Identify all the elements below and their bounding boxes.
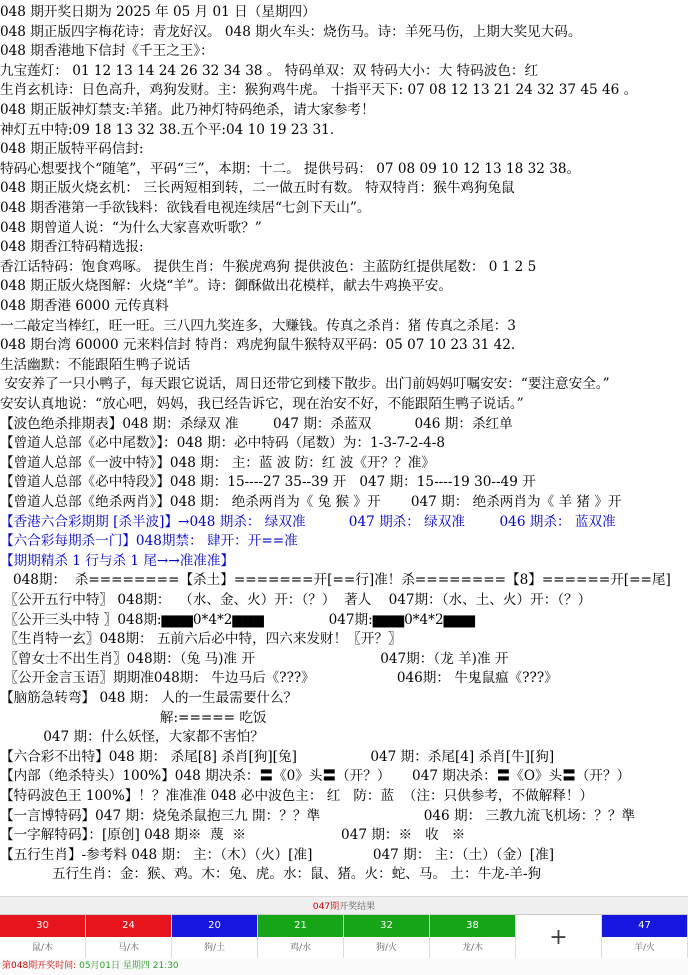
text-line xyxy=(0,120,688,140)
ball-number: 47 xyxy=(602,915,687,937)
text-line-content: 特码心想要找个“随笔”，平码“三”，本期：十二。 提供号码： 07 08 09 10 12 13 18 32 38。 xyxy=(0,160,581,177)
text-line xyxy=(0,531,688,551)
text-line xyxy=(0,766,688,786)
text-line xyxy=(0,159,688,179)
ball-zodiac: 马/木 xyxy=(86,937,171,959)
text-line-content: 生活幽默：不能跟陌生鸭子说话 xyxy=(0,356,191,373)
result-balls xyxy=(0,914,688,960)
text-line-content: 【曾道人总部《必中特段》】048 期：15----27 35--39 开 047 期：15----19 30--49 开 xyxy=(0,474,536,491)
text-line xyxy=(0,747,688,767)
result-ball-1 xyxy=(0,915,86,959)
draw-time-footer xyxy=(0,958,688,975)
text-line-content: 048 期正版特平码信封: xyxy=(0,141,144,158)
text-line-content: 一二敲定当棒红，旺一旺。三八四九奖连多，大赚钱。传真之杀肖：猪 传真之杀尾：3 xyxy=(0,317,516,334)
text-line-content: 香江话特码：饱食鸡啄。 提供生肖：牛猴虎鸡狗 提供波色：主蓝防红提供尾数： 0 1 2 5 xyxy=(0,258,537,275)
text-line xyxy=(0,296,688,316)
draw-time-label: 第048期开奖时间: xyxy=(2,961,77,971)
ball-number: 24 xyxy=(86,915,171,937)
text-line xyxy=(0,845,688,865)
text-line xyxy=(0,864,688,884)
text-line-content: 【香港六合彩期期 [杀半波]】→048 期杀： 绿双准 047 期杀： 绿双准 046 期杀： 蓝双准 xyxy=(0,513,616,530)
text-line-content: 【特码波色王 100%】！？准准准 048 必中波色主： 红 防：蓝 （注：只供参考，不做解释！） xyxy=(0,788,594,804)
text-line-content: 九宝莲灯： 01 12 13 14 24 26 32 34 38 。 特码单双：双 特码大小：大 特码波色：红 xyxy=(0,62,539,79)
text-line xyxy=(0,825,688,845)
ball-zodiac: 狗/土 xyxy=(172,937,257,959)
text-line-content: 048 期曾道人说：“为什么大家喜欢听歌？” xyxy=(0,219,262,236)
text-line-content: 048 期正版火烧图解：火烧“羊”。诗：御酥做出花模样，献去牛鸡换平安。 xyxy=(0,278,452,295)
text-line-content: 〖公开五行中特〗 048期： （水、金、火）开：（？） 著人 047期：（水、土、火）开：（？） xyxy=(0,592,592,608)
text-line-content: 048 期正版神灯禁支:羊猪。此乃神灯特码绝杀，请大家参考！ xyxy=(0,102,375,118)
text-line-content: 【期期精杀 1 行与杀 1 尾→→准准准】 xyxy=(0,552,235,569)
text-line xyxy=(0,335,688,355)
result-ball-6 xyxy=(430,915,516,959)
text-line-content: 【曾道人总部《绝杀两肖》】048 期： 绝杀两肖为《 兔 猴 》开 047 期： 绝杀两肖为《 羊 猪 》开 xyxy=(0,494,622,510)
ball-zodiac: 鸡/水 xyxy=(258,937,343,959)
text-line xyxy=(0,394,688,414)
ball-zodiac: 羊/火 xyxy=(602,937,687,959)
text-line-content: 048 期香港第一手欲钱料：欲钱看电视连续居“七剑下天山”。 xyxy=(0,200,371,216)
result-title: 开奖结果 xyxy=(339,902,376,912)
result-banner xyxy=(0,896,688,915)
result-label xyxy=(0,899,688,912)
text-line-content: 五行生肖：金：猴、鸡。木：兔、虎。水：鼠、猪。火：蛇、马。 土：牛龙-羊-狗 xyxy=(0,866,542,883)
text-line-content: 〖生肖特一玄〗048期： 五前六后必中特，四六来发财！〖开？〗 xyxy=(0,631,402,648)
text-line-content: 【曾道人总部《必中尾数》】：048 期：必中特码（尾数）为：1-3-7-2-4-8 xyxy=(0,435,445,452)
text-line xyxy=(0,806,688,826)
ball-zodiac: 龙/木 xyxy=(430,937,515,959)
text-line-content: 048期： 杀========【杀土】=======开[==行]准！杀========【8】======开[==尾] xyxy=(0,572,671,589)
text-line-content: 【一字解特码】：[原创] 048 期※ 蔑 ※ 047 期：※ 收 ※ xyxy=(0,827,466,844)
text-line xyxy=(0,41,688,61)
text-line xyxy=(0,629,688,649)
text-line-content: 【六合彩不出特】048 期： 杀尾[8] 杀肖[狗][兔] 047 期：杀尾[4] 杀肖[牛][狗] xyxy=(0,748,555,765)
text-line-content: 048 期香港 6000 元传真料 xyxy=(0,298,169,314)
text-line-content: 048 期香江特码精选报: xyxy=(0,239,144,256)
result-ball-2 xyxy=(86,915,172,959)
text-line-content: 048 期开奖日期为 2025 年 05 月 01 日（星期四） xyxy=(0,4,316,20)
text-line-content: 048 期香港地下信封《千王之王》： xyxy=(0,43,214,60)
text-line xyxy=(0,2,688,22)
text-line-content: 生肖玄机诗：日色高升，鸡狗发财。主：猴狗鸡牛虎。 十指平天下: 07 08 12 13 21 24 32 37 45 46 。 xyxy=(0,82,638,99)
result-period: 047期 xyxy=(312,902,340,912)
ball-number: 38 xyxy=(430,915,515,937)
text-line xyxy=(0,100,688,120)
text-line xyxy=(0,237,688,257)
text-line xyxy=(0,414,688,434)
ball-zodiac: 鼠/木 xyxy=(0,937,85,959)
draw-time-value: 05月01日 星期四 21:30 xyxy=(79,961,179,971)
text-line xyxy=(0,551,688,571)
ball-number: 32 xyxy=(344,915,429,937)
text-line-content: 解:===== 吃饭 xyxy=(0,709,267,726)
result-ball-3 xyxy=(172,915,258,959)
text-line-content: 【五行生肖】-参考料 048 期： 主：（木）（火）[准] 047 期： 主：（土）（金）[准] xyxy=(0,846,555,863)
text-line-content: 047 期：什么妖怪，大家都不害怕？ xyxy=(0,729,264,746)
text-line xyxy=(0,80,688,100)
text-line xyxy=(0,316,688,336)
text-line-content: 【脑筋急转弯】 048 期： 人的一生最需要什么？ xyxy=(0,690,298,706)
text-line xyxy=(0,355,688,375)
text-line xyxy=(0,512,688,532)
result-ball-5 xyxy=(344,915,430,959)
ball-number: 21 xyxy=(258,915,343,937)
text-line-content: 【曾道人总部《一波中特》】048 期： 主：蓝 波 防：红 波《开？？准》 xyxy=(0,454,435,471)
text-line xyxy=(0,492,688,512)
text-line xyxy=(0,649,688,669)
text-line-content: 〖公开三头中特 〗048期:▆▆▆0*4*2▆▆▆ 047期:▆▆▆0*4*2▆▆▆ xyxy=(0,611,475,628)
text-line xyxy=(0,198,688,218)
text-line xyxy=(0,453,688,473)
text-line xyxy=(0,668,688,688)
text-line xyxy=(0,61,688,81)
text-line xyxy=(0,472,688,492)
text-line xyxy=(0,276,688,296)
text-line-content: 【一言博特码】047 期：烧兔杀鼠抱三九 開：？？準 046 期： 三教九流飞机场：？？準 xyxy=(0,807,636,824)
text-line xyxy=(0,374,688,394)
text-line-content: 048 期正版火烧玄机： 三长两短相到转，二一做五时有数。 特双特肖：猴牛鸡狗兔鼠 xyxy=(0,180,515,197)
text-line-content: 〖曾女士不出生肖〗048期：（兔 马)准 开 047期：（龙 羊)准 开 xyxy=(0,650,509,667)
text-line xyxy=(0,727,688,747)
text-line xyxy=(0,570,688,590)
text-line-content: 〖公开金言玉语〗期期准048期： 牛边马后《???》 046期： 牛鬼鼠瘟《???》 xyxy=(0,670,558,687)
text-line xyxy=(0,257,688,277)
text-line-content: 048 期正版四字梅花诗：青龙好汉。 048 期火车头：烧伤马。诗：羊死马伤，上期大奖见大码。 xyxy=(0,23,582,40)
text-line-content: 神灯五中特:09 18 13 32 38.五个平:04 10 19 23 31. xyxy=(0,121,335,138)
text-line xyxy=(0,22,688,42)
ball-number: 30 xyxy=(0,915,85,937)
text-line xyxy=(0,786,688,806)
text-line xyxy=(0,433,688,453)
text-line-content: 安安养了一只小鸭子，每天跟它说话，周日还带它到楼下散步。出门前妈妈叮嘱安安：“要注意安全。” xyxy=(0,376,610,393)
text-line xyxy=(0,178,688,198)
text-line xyxy=(0,708,688,728)
text-line xyxy=(0,688,688,708)
text-line xyxy=(0,610,688,630)
result-ball-special xyxy=(602,915,688,959)
text-line xyxy=(0,218,688,238)
plus-icon: + xyxy=(516,915,602,959)
text-line-content: 【六合彩每期杀一门】048期禁： 肆开：开==准 xyxy=(0,533,298,550)
text-line-content: 安安认真地说：“放心吧，妈妈，我已经告诉它，现在治安不好，不能跟陌生鸭子说话。” xyxy=(0,396,524,412)
text-line-content: 【内部（绝杀特头）100%】048 期决杀：〓《0》头〓（开？） 047 期决杀：〓《O》头〓（开？） xyxy=(0,768,631,785)
text-line xyxy=(0,139,688,159)
ball-zodiac: 狗/火 xyxy=(344,937,429,959)
text-line-content: 【波色绝杀排期表】048 期：杀绿双 准 047 期：杀蓝双 046 期：杀红单 xyxy=(0,415,513,432)
text-line xyxy=(0,590,688,610)
ball-number: 20 xyxy=(172,915,257,937)
text-line-content: 048 期台湾 60000 元来料信封 特肖：鸡虎狗鼠牛猴特双平码：05 07 10 23 31 42. xyxy=(0,337,516,354)
result-ball-4 xyxy=(258,915,344,959)
